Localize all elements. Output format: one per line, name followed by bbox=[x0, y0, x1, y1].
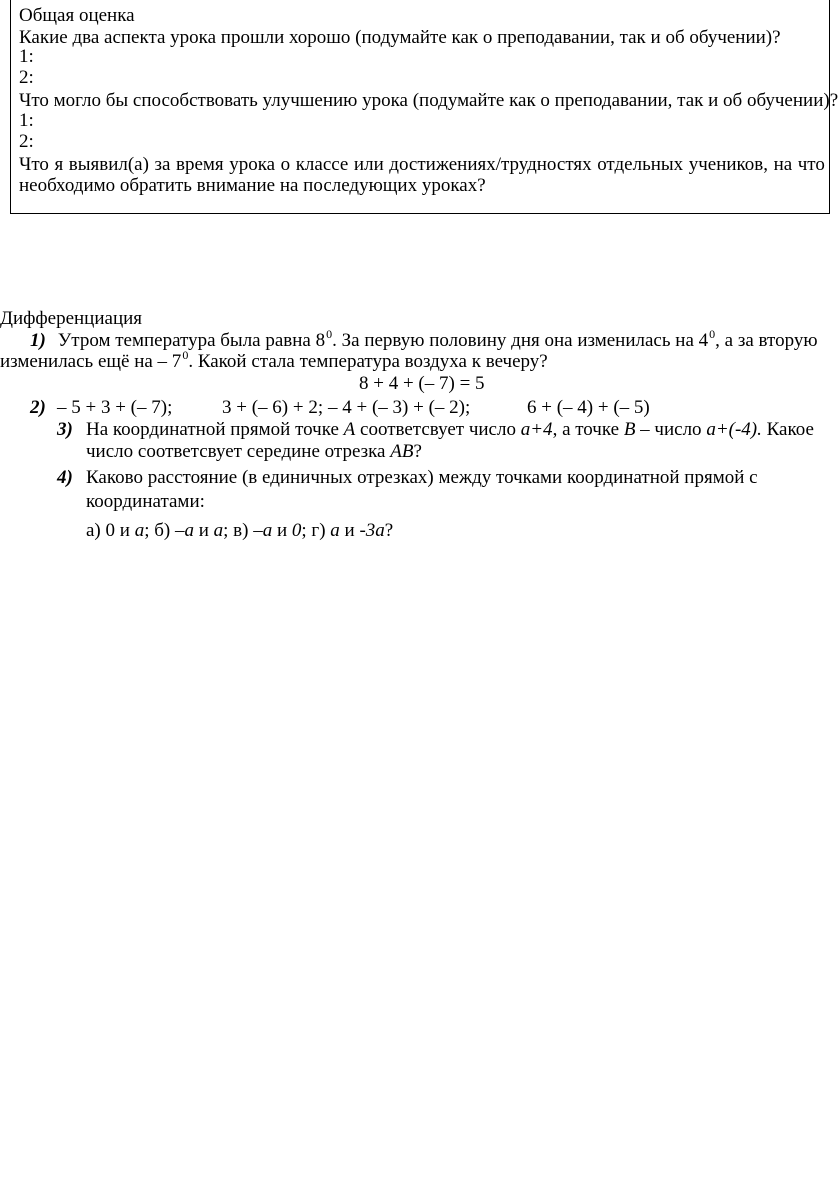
answer-2-1: 1: bbox=[19, 110, 34, 131]
question-3-word: или bbox=[353, 154, 384, 175]
task-2-expr-1: – 5 + 3 + (– 7); bbox=[57, 397, 173, 418]
question-2: Что могло бы способствовать улучшению урока (подумайте как о преподавании, так и об обучении)? bbox=[19, 90, 838, 111]
task-2-number: 2) bbox=[30, 397, 46, 418]
question-1: Какие два аспекта урока прошли хорошо (подумайте как о преподавании, так и об обучении)? bbox=[19, 27, 781, 48]
question-3-word: что bbox=[797, 154, 825, 175]
task-1-line-2: изменилась ещё на – $7^0$. Какой стала температура воздуха к вечеру? bbox=[0, 348, 548, 372]
task-1-formula: 8 + 4 + (– 7) = 5 bbox=[359, 373, 485, 394]
question-3-word: классе bbox=[295, 154, 349, 175]
question-3-word: выявил(а) bbox=[68, 154, 149, 175]
task-1-number: 1) bbox=[30, 330, 46, 351]
task-4-number: 4) bbox=[57, 467, 73, 488]
task-1-line-1: 1) Утром температура была равна $8^0$. За первую половину дня она изменилась на $4^0$, а за вторую bbox=[30, 327, 818, 351]
question-3-word: за bbox=[154, 154, 171, 175]
question-3-word: о bbox=[280, 154, 291, 175]
task-3-line-2: число соответсвует середине отрезка АВ? bbox=[86, 441, 422, 462]
task-2-expr-3: – 4 + (– 3) + (– 2); bbox=[328, 397, 471, 418]
question-3-word: достижениях/трудностях bbox=[389, 154, 592, 175]
answer-1-1: 1: bbox=[19, 46, 34, 67]
task-3-line-1: На координатной прямой точке А соответсвует число а+4, а точке В – число а+(-4). Какое bbox=[86, 419, 814, 440]
task-2-expr-4: 6 + (– 4) + (– 5) bbox=[527, 397, 650, 418]
question-3-word: я bbox=[54, 154, 64, 175]
task-4-options: а) 0 и а; б) –а и а; в) –а и 0; г) а и -3а? bbox=[86, 520, 394, 541]
section-title: Дифференциация bbox=[0, 308, 143, 329]
answer-1-2: 2: bbox=[19, 67, 34, 88]
question-3-word: отдельных bbox=[597, 154, 684, 175]
task-3-number: 3) bbox=[57, 419, 73, 440]
question-3-line-2: необходимо обратить внимание на последующих уроках? bbox=[19, 175, 486, 196]
question-3-word: на bbox=[773, 154, 793, 175]
question-3-word: урока bbox=[229, 154, 276, 175]
answer-2-2: 2: bbox=[19, 131, 34, 152]
task-4-line-1: Каково расстояние (в единичных отрезках) между точками координатной прямой с bbox=[86, 467, 758, 488]
task-4-line-2: координатами: bbox=[86, 491, 205, 512]
assessment-title: Общая оценка bbox=[19, 5, 135, 26]
question-3-word: учеников, bbox=[688, 154, 769, 175]
task-2-expr-2: 3 + (– 6) + 2; bbox=[222, 397, 324, 418]
question-3-word: время bbox=[175, 154, 224, 175]
question-3-word: Что bbox=[19, 154, 49, 175]
